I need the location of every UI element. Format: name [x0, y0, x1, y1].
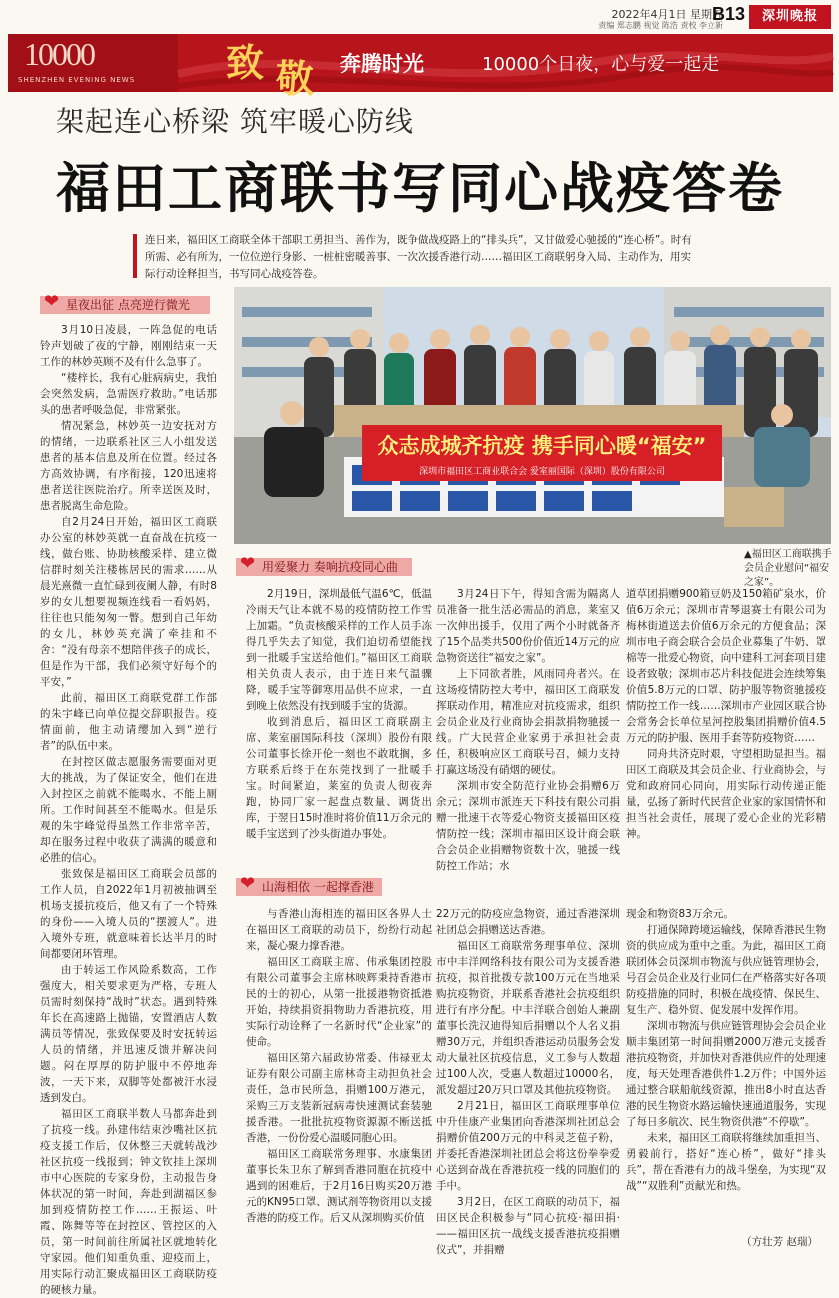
paragraph: 打通保障跨境运输线，保障香港民生物资的供应成为重中之重。为此，福田区工商联团体会员深圳市物流与供应链管理协会，号召会员企业及行业同仁在严格落实好各项防疫措施的同时，积极在战疫情、保民生、复生产、稳外贸、促发展中发挥作用。 [626, 924, 826, 1016]
editor-credits: 责编 郑志鹏 视觉 陈浩 责校 李立新 [598, 21, 723, 30]
section-title-3: 山海相依 一起撑香港 [262, 880, 374, 894]
paragraph: 与香港山海相连的福田区各界人士在福田区工商联的动员下，纷纷行动起来，凝心聚力撑香港。 [246, 908, 432, 952]
paragraph: 在封控区做志愿服务需要面对更大的挑战，为了保证安全，他们在进入封控区之前就不能喝水、不能上厕所。工作时间甚至不能喝水。但是乐观的朱宇峰觉得虽然工作非常辛苦，却在服务过程中收获了满满的暖意和必胜的信心。 [40, 756, 217, 864]
logo-subtitle: SHENZHEN EVENING NEWS [18, 76, 136, 84]
paragraph: 未来，福田区工商联将继续加重担当、勇毅前行，搭好“连心桥”，做好“排头兵”，帮在香港有力的战斗堡垒，为实现“双战”“双胜利”贡献光和热。 [626, 1132, 826, 1192]
section-2-column-2 [436, 586, 620, 872]
lead-accent-bar [133, 234, 137, 278]
paragraph: 3月24日下午，得知含需为隔离人员准备一批生活必需品的消息，莱室又一次伸出援手，仅用了两个小时就备齐了15个品类共500份价值近14万元的应急物资送往“福安之家”。 [436, 588, 620, 664]
paragraph: 现金和物资83万余元。 [626, 908, 734, 920]
photo-banner-main: 众志成城齐抗疫 携手同心暖“福安” [377, 434, 707, 458]
paragraph: “楼梓长，我有心脏病病史，我怕会突然发病，急需医疗救助。”电话那头的患者呼吸急促，非常紧张。 [40, 372, 217, 416]
paragraph: 自2月24日开始，福田区工商联办公室的林妙英就一直奋战在抗疫一线，做台账、协助核酸采样、建立微信群时刻关注楼栋居民的需求……从晨光熹微一直忙碌到夜阑人静，有时8岁的女儿想要视频连线看一看妈妈，往往也只能匆匆一瞥。想到自己年幼的女儿，林妙英充满了牵挂和不舍：“没有母亲不想陪伴孩子的成长，但是作为干部，我们必须守好每个的平安，” [40, 516, 217, 688]
banner-tag-jing: 敬 [276, 56, 315, 101]
paragraph: 此前，福田区工商联党群工作部的朱宇峰已向单位提交辞职报告。疫情面前，他主动请缨加入到“逆行者”的队伍中来。 [40, 692, 217, 752]
logo-number: 10000 [24, 36, 94, 72]
section-1-body [40, 322, 217, 1296]
page-header [0, 0, 839, 34]
paragraph: 张致保是福田区工商联会员部的工作人员，自2022年1月初被抽调至机场支援抗疫后，他又有了一个特殊的身份——入境人员的“摆渡人”。进入境外专班，就意味着长达半月的时间都要闭环管理。 [40, 868, 217, 960]
heart-icon: ❤ [240, 553, 256, 574]
section-3-column-2 [436, 906, 620, 1256]
paragraph: 福田区工商联主席、伟承集团控股有限公司董事会主席林映辉秉持香港市民的士的初心，从第一批援港物资抵港开始，持续捐资捐物助力香港抗疫，用实际行动诠释了一名新时代“企业家”的使命。 [246, 956, 432, 1048]
news-photo [234, 287, 831, 544]
anniversary-logo [8, 34, 178, 92]
section-2-column-1 [246, 586, 432, 864]
section-heading-2 [236, 553, 412, 576]
paragraph: 情况紧急，林妙英一边安抚对方的情绪，一边联系社区三人小组发送患者的基本信息及所在位置。经过各方高效协调，有序衔接，120迅速将患者送往医院治疗。所幸送医及时，患者脱离生命危险。 [40, 420, 217, 512]
section-heading-1 [40, 291, 210, 314]
section-title-1: 星夜出征 点亮逆行微光 [66, 298, 190, 312]
heart-icon: ❤ [44, 291, 60, 312]
paragraph: 道草团捐赠900箱豆奶及150箱矿泉水，价值6万余元；深圳市青琴退赛士有限公司为梅林街道送去价值6万余元的方便食品；深圳市电子商会联合会员企业募集了牛奶、罩棉等一批爱心物资，向中建科工河套项目建设者致敬；深圳市芯片科技促进会连续筹集价值5.8万元的口罩、防护服等物资驰援疫情防控工作一线……深圳市产业园区联合协会常务会长单位星河控股集团捐赠价值4.5万元的防护服、医用手套等防疫物资…… [626, 588, 826, 744]
photo-caption: ▲福田区工商联携手会员企业慰问“福安之家”。 [744, 549, 832, 588]
section-title-2: 用爱聚力 奏响抗疫同心曲 [262, 560, 398, 574]
headline-kicker: 架起连心桥梁 筑牢暖心防线 [56, 105, 414, 138]
paragraph: 由于转运工作风险系数高，工作强度大，相关要求更为严格，专班人员需时刻保持“战时”状态。遇到特殊年长在高速路上抛锚，安置酒店人数满员等情况，张致保要及时安抚转运人员的情绪，并迅速反馈并解决问题。闷在厚厚的防护服中不停地奔波，一天下来，双脚等处都被汗水浸透到发白。 [40, 964, 217, 1104]
paragraph: 3月2日，在区工商联的动员下，福田区民企积极参与“同心抗疫·福田捐·——福田区抗一战线支援香港抗疫捐赠仪式”，并捐赠 [436, 1196, 620, 1256]
paragraph: 深圳市物流与供应链管理协会会员企业顺丰集团第一时间捐赠2000万港元支援香港抗疫物资，并加快对香港供应件的处理速度，每天处理香港供件1.2万件；中国外运通过整合联船航线资源，推出8小时直达香港的民生物资水路运输快速通道服务，实现了每日多航次、民生物资供港“不停歇”。 [626, 1020, 826, 1128]
section-2-column-3 [626, 586, 826, 864]
paragraph: 深圳市安全防范行业协会捐赠6万余元；深圳市派连天下科技有限公司捐赠一批速干衣等爱心物资支援福田区疫情防控一线；深圳市福田区设计商会联合会员企业捐赠物资数十次，驰援一线防控工作站；水 [436, 780, 620, 872]
photo-banner-sub: 深圳市福田区工商业联合会 爱室丽国际（深圳）股份有限公司 [419, 467, 665, 477]
anniversary-banner [8, 34, 833, 101]
page-number: B13 [711, 4, 745, 24]
paragraph: 2月19日，深圳最低气温6℃，低温冷雨天气让本就不易的疫情防控工作雪上加霜。“负责核酸采样的工作人员手冻得几乎失去了知觉，我们迫切希望能找到一批暖手宝送给他们。”福田区工商联相关负责人表示，由于连日来气温骤降，暖手宝等御寒用品供不应求，一直到晚上依然没有找到暖手宝的货源。 [246, 588, 432, 712]
section-3-column-1 [246, 906, 432, 1252]
section-3-column-3 [626, 906, 826, 1252]
section-heading-3 [236, 873, 382, 896]
main-headline: 福田工商联书写同心战疫答卷 [56, 157, 784, 220]
paragraph: 22万元的防疫应急物资，通过香港深圳社团总会捐赠送达香港。 [436, 908, 620, 936]
paragraph: 收到消息后，福田区工商联副主席、莱室丽国际科技（深圳）股份有限公司董事长徐开伦一刻也不敢耽搁，多方联系后终于在东莞找到了一批暖手宝。时间紧迫，莱室的负责人彻夜奔跑，协同厂家一起盘点数量、调货出库，于翌日15时准时将价值11万余元的暖手宝送到了沙头街道办事处。 [246, 716, 432, 840]
paragraph: 3月10日凌晨，一阵急促的电话铃声划破了夜的宁静，刚刚结束一天工作的林妙英顾不及有什么急事了。 [40, 324, 217, 368]
paragraph: 福田区工商联半数人马都奔赴到了抗疫一线。孙建伟结束沙嘴社区抗疫支援工作后，仅休整三天就转战沙社区抗疫一线报到；钟文钦挂上深圳市中心医院的专家身份，主动报告身体状况的第一时间，奔赴到湖福区参加到疫情防控工作……王振运、叶霞、陈舞等等在封控区、管控区的入员，第一时间前往所属社区就地转化守家园。他们知重负重、迎疫而上，用实际行动汇聚成福田区工商联防疫的硬核力量。 [40, 1108, 217, 1296]
paragraph: 福田区第六届政协常委、伟禄亚太证券有限公司副主席林奇主动担负社会责任，急市民所急，捐赠100万港元，采购三万支装新冠病毒快速测试套装驰援香港。一批批抗疫物资源源不断送抵香港，一份份爱心温暖同胞心田。 [246, 1052, 432, 1144]
issue-date: 2022年4月1日 星期五 [611, 8, 723, 21]
paragraph: 福田区工商联常务理事、水康集团董事长朱卫东了解到香港同胞在抗疫中遇到的困难后，于2月16日购买20万港元的KN95口罩、测试剂等物资用以支援香港的防疫工作。后又从深圳购买价值 [246, 1148, 432, 1224]
photo-illustration [234, 287, 831, 544]
photo-banner [362, 425, 722, 477]
lead-paragraph: 连日来，福田区工商联全体干部职工勇担当、善作为，既争做战疫路上的“排头兵”，又甘做爱心驰援的“连心桥”。时有所需、必有所为，一位位逆行身影、一桩桩密暖善事、一次次援香港行动……福田区工商联躬身入局、主动作为，用实际行动诠释担当，书写同心战疫答卷。 [145, 234, 692, 280]
author-byline: （方壮芳 赵瑞） [741, 1236, 818, 1248]
banner-slogan: 10000个日夜，心与爱一起走 [482, 54, 720, 75]
paragraph: 福田区工商联常务理事单位、深圳市中丰洋网络科技有限公司为支援香港抗疫，拟首批拨专款100万元在当地采购抗疫物资，并联系香港社会抗疫组织进行有序分配。中丰洋联合创始人兼副董事长洗汉迪得知后捐赠以个人名义捐赠30万元，并组织香港运动员服务会发动大量社区抗疫信息，义工参与人数超过100人次，受惠人数超过10000名，派发超过20万只口罩及其他抗疫物资。 [436, 940, 620, 1096]
paragraph: 同舟共济克时艰，守望相助显担当。福田区工商联及其会员企业、行业商协会，与党和政府同心同向，用实际行动传递正能量，弘扬了新时代民营企业家的家国情怀和担当社会责任，展现了爱心企业的光彩精神。 [626, 748, 826, 840]
banner-tag-zhi: 致 [226, 40, 265, 85]
paragraph: 上下同欲者胜，风雨同舟者兴。在这场疫情防控大考中，福田区工商联发挥联动作用，精准应对抗疫需求，组织会员企业及行业商协会捐款捐物驰援一线。广大民营企业家勇于承担社会责任，积极响应区工商联号召，倾力支持打赢这场没有硝烟的硬仗。 [436, 668, 620, 776]
heart-icon: ❤ [240, 873, 256, 894]
paragraph: 2月21日，福田区工商联理事单位中升佳康产业集团向香港深圳社团总会捐赠价值200万元的中科灵芝苞子粉，并委托香港深圳社团总会将这份拳拳爱心送到奋战在香港抗疫一线的同胞们的手中。 [436, 1100, 620, 1192]
banner-theme: 奔腾时光 [340, 52, 424, 76]
newspaper-masthead: 深圳晚报 [749, 5, 831, 29]
